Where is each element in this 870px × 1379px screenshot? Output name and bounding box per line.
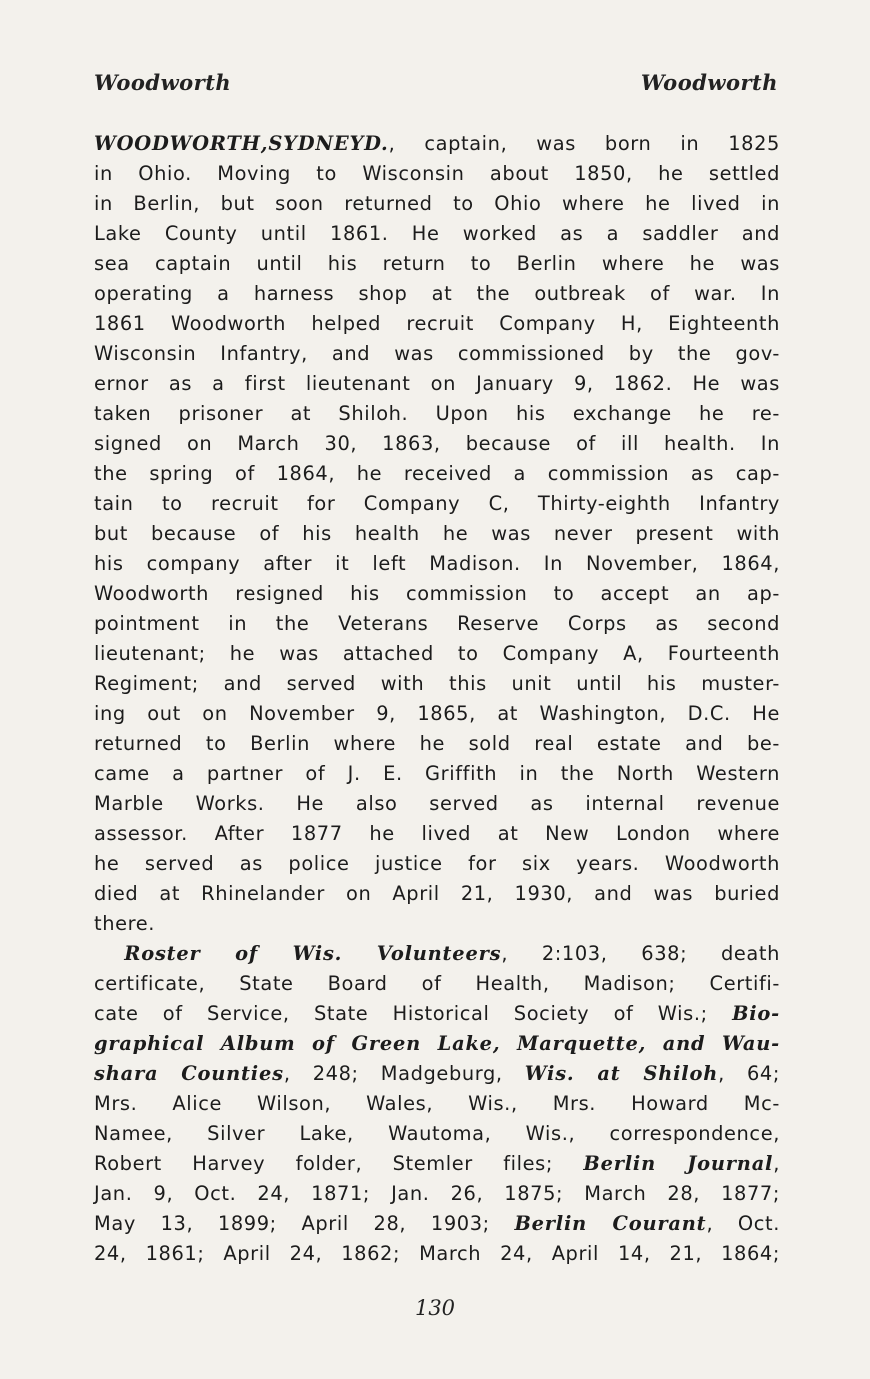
entry-line: taken prisoner at Shiloh. Upon his exchange he re- xyxy=(94,402,780,425)
entry-line: operating a harness shop at the outbreak of war. In xyxy=(94,282,780,305)
entry-line: Woodworth resigned his commission to accept an ap- xyxy=(94,582,780,605)
entry-line: sea captain until his return to Berlin where he was xyxy=(94,252,780,275)
entry-line: returned to Berlin where he sold real estate and be- xyxy=(94,732,780,755)
sources-line: Jan. 9, Oct. 24, 1871; Jan. 26, 1875; March 28, 1877; xyxy=(94,1182,780,1205)
running-head xyxy=(94,70,778,100)
source-title: shara Counties xyxy=(94,1062,284,1085)
entry-line: WOODWORTH,SYDNEYD., captain, was born in 1825 xyxy=(94,132,780,155)
entry-name: WOODWORTH,SYDNEYD. xyxy=(94,132,389,155)
entry-line: signed on March 30, 1863, because of ill health. In xyxy=(94,432,780,455)
source-title: Bio- xyxy=(732,1002,780,1025)
sources-line: shara Counties, 248; Madgeburg, Wis. at Shiloh, 64; xyxy=(94,1062,780,1085)
entry-line: Marble Works. He also served as internal revenue xyxy=(94,792,780,815)
biography-entry xyxy=(94,129,780,1269)
entry-line: came a partner of J. E. Griffith in the North Western xyxy=(94,762,780,785)
running-head-left: Woodworth xyxy=(94,70,232,95)
entry-line: the spring of 1864, he received a commission as cap- xyxy=(94,462,780,485)
sources-line: Mrs. Alice Wilson, Wales, Wis., Mrs. Howard Mc- xyxy=(94,1092,780,1115)
entry-line: lieutenant; he was attached to Company A, Fourteenth xyxy=(94,642,780,665)
sources-line: Namee, Silver Lake, Wautoma, Wis., correspondence, xyxy=(94,1122,780,1145)
entry-line: tain to recruit for Company C, Thirty-eighth Infantry xyxy=(94,492,780,515)
source-title: Roster of Wis. Volunteers xyxy=(124,942,502,965)
entry-line: assessor. After 1877 he lived at New London where xyxy=(94,822,780,845)
source-title: Wis. at Shiloh xyxy=(524,1062,719,1085)
entry-line: in Ohio. Moving to Wisconsin about 1850, he settled xyxy=(94,162,780,185)
entry-line: 1861 Woodworth helped recruit Company H, Eighteenth xyxy=(94,312,780,335)
entry-line: died at Rhinelander on April 21, 1930, and was buried xyxy=(94,882,780,905)
entry-line: Lake County until 1861. He worked as a saddler and xyxy=(94,222,780,245)
source-title: Berlin Journal xyxy=(583,1152,774,1175)
entry-line: there. xyxy=(94,912,156,935)
entry-line: his company after it left Madison. In November, 1864, xyxy=(94,552,780,575)
entry-line: ernor as a first lieutenant on January 9, 1862. He was xyxy=(94,372,780,395)
entry-line: Regiment; and served with this unit until his muster- xyxy=(94,672,780,695)
entry-line: in Berlin, but soon returned to Ohio where he lived in xyxy=(94,192,780,215)
sources-line: cate of Service, State Historical Society of Wis.; Bio- xyxy=(94,1002,780,1025)
entry-line: ing out on November 9, 1865, at Washington, D.C. He xyxy=(94,702,780,725)
sources-line: Robert Harvey folder, Stemler files; Berlin Journal, xyxy=(94,1152,780,1175)
entry-line: pointment in the Veterans Reserve Corps as second xyxy=(94,612,780,635)
page-number: 130 xyxy=(414,1296,456,1320)
sources-line: Roster of Wis. Volunteers, 2:103, 638; death xyxy=(124,942,781,965)
source-title: Berlin Courant xyxy=(514,1212,707,1235)
entry-line: but because of his health he was never present with xyxy=(94,522,780,545)
sources-line: graphical Album of Green Lake, Marquette, and Wau- xyxy=(94,1032,780,1055)
entry-line: he served as police justice for six years. Woodworth xyxy=(94,852,780,875)
sources-line: certificate, State Board of Health, Madison; Certifi- xyxy=(94,972,780,995)
sources-line: 24, 1861; April 24, 1862; March 24, April 14, 21, 1864; xyxy=(94,1242,780,1265)
sources-line: May 13, 1899; April 28, 1903; Berlin Courant, Oct. xyxy=(94,1212,780,1235)
running-head-right: Woodworth xyxy=(640,70,778,95)
entry-line: Wisconsin Infantry, and was commissioned by the gov- xyxy=(94,342,780,365)
